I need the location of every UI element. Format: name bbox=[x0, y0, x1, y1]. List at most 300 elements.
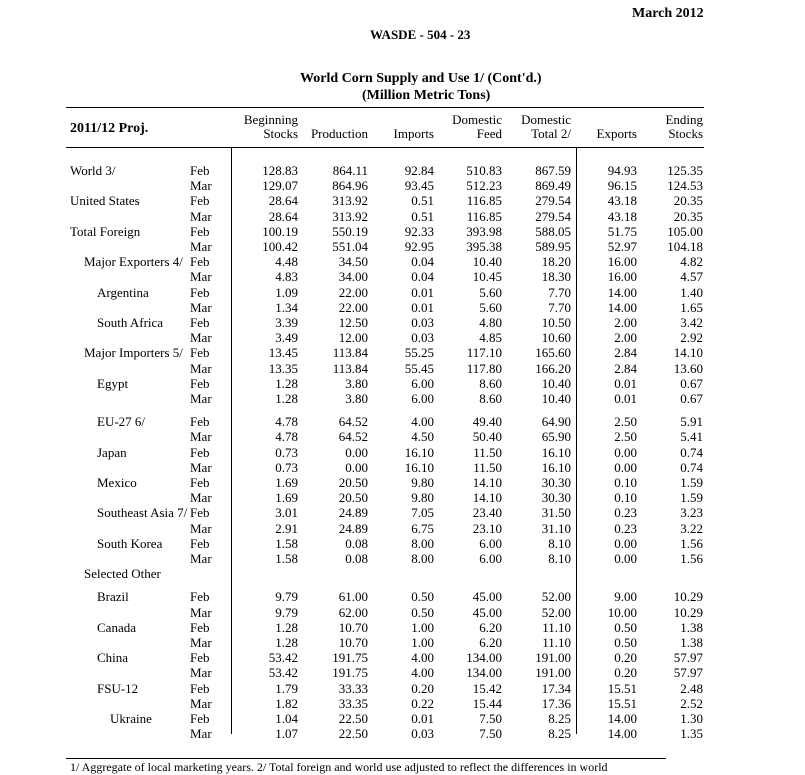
table-cell: 8.10 bbox=[548, 535, 571, 551]
table-subtitle: (Million Metric Tons) bbox=[362, 88, 491, 103]
table-cell: 18.20 bbox=[541, 254, 571, 270]
table-cell: 11.10 bbox=[542, 635, 571, 650]
table-cell: 2.91 bbox=[275, 520, 298, 536]
table-cell: 15.51 bbox=[607, 695, 637, 711]
table-cell: 1.59 bbox=[680, 475, 703, 490]
table-row bbox=[0, 254, 805, 269]
table-cell: 16.00 bbox=[607, 254, 637, 270]
column-header bbox=[244, 113, 298, 141]
row-label: EU-27 6/ bbox=[97, 414, 146, 430]
row-month: Feb bbox=[190, 223, 210, 239]
row-month: Mar bbox=[190, 208, 212, 224]
table-cell: 10.70 bbox=[338, 619, 368, 635]
table-cell: 0.67 bbox=[680, 391, 703, 406]
table-cell: 3.80 bbox=[345, 375, 368, 391]
column-header-line1: Ending bbox=[665, 112, 703, 127]
table-cell: 0.08 bbox=[345, 535, 368, 551]
table-cell: 10.00 bbox=[607, 604, 637, 620]
row-month: Feb bbox=[190, 345, 210, 361]
table-cell: 10.29 bbox=[673, 589, 703, 605]
table-cell: 4.50 bbox=[411, 429, 434, 445]
table-cell: 1.56 bbox=[680, 535, 703, 551]
table-row bbox=[0, 635, 805, 650]
table-cell: 1.28 bbox=[275, 619, 298, 635]
table-cell: 128.83 bbox=[262, 163, 298, 178]
table-cell: 23.10 bbox=[472, 520, 502, 536]
table-row bbox=[0, 475, 805, 490]
table-cell: 0.10 bbox=[614, 490, 637, 506]
row-label: Major Importers 5/ bbox=[84, 345, 183, 361]
row-month: Feb bbox=[190, 475, 210, 490]
table-cell: 1.38 bbox=[680, 619, 703, 635]
table-cell: 57.97 bbox=[673, 665, 703, 681]
table-row bbox=[0, 163, 805, 178]
table-cell: 53.42 bbox=[268, 665, 298, 681]
table-row bbox=[0, 460, 805, 475]
table-cell: 2.52 bbox=[680, 695, 703, 711]
row-month: Mar bbox=[190, 391, 212, 406]
table-cell: 33.33 bbox=[338, 680, 368, 696]
column-header-line1: Domestic bbox=[452, 112, 502, 127]
table-cell: 1.00 bbox=[411, 619, 434, 635]
column-header-line1 bbox=[597, 113, 637, 127]
row-month: Feb bbox=[190, 535, 210, 551]
table-cell: 22.50 bbox=[338, 711, 368, 726]
row-month: Mar bbox=[190, 360, 212, 376]
table-cell: 24.89 bbox=[338, 505, 368, 521]
table-cell: 12.00 bbox=[338, 330, 368, 346]
table-cell: 867.59 bbox=[535, 163, 571, 178]
row-label: Japan bbox=[97, 444, 127, 460]
table-cell: 65.90 bbox=[541, 429, 571, 445]
table-cell: 395.38 bbox=[466, 239, 502, 254]
table-cell: 1.56 bbox=[680, 551, 703, 566]
table-cell: 134.00 bbox=[466, 665, 502, 681]
row-month: Feb bbox=[190, 193, 210, 209]
table-cell: 510.83 bbox=[466, 163, 502, 178]
table-row bbox=[0, 536, 805, 551]
table-cell: 7.50 bbox=[479, 711, 502, 726]
table-cell: 2.84 bbox=[614, 345, 637, 361]
table-row bbox=[0, 711, 805, 726]
table-row bbox=[0, 330, 805, 345]
table-cell: 864.96 bbox=[332, 178, 368, 194]
row-month: Mar bbox=[190, 604, 212, 620]
table-cell: 0.01 bbox=[411, 299, 434, 315]
column-header-line2: Total 2/ bbox=[531, 126, 571, 141]
column-header bbox=[665, 113, 703, 141]
table-cell: 45.00 bbox=[472, 604, 502, 620]
table-row bbox=[0, 285, 805, 300]
row-label: China bbox=[97, 650, 129, 666]
table-cell: 10.40 bbox=[472, 254, 502, 270]
table-cell: 4.78 bbox=[275, 414, 298, 430]
table-cell: 15.51 bbox=[607, 680, 637, 696]
table-cell: 10.50 bbox=[541, 315, 571, 330]
table-cell: 191.00 bbox=[535, 665, 571, 681]
table-cell: 2.50 bbox=[614, 429, 637, 445]
table-cell: 550.19 bbox=[332, 223, 368, 239]
table-cell: 10.29 bbox=[673, 604, 703, 620]
column-header bbox=[521, 113, 571, 141]
table-cell: 1.09 bbox=[275, 284, 298, 300]
table-cell: 125.35 bbox=[667, 163, 703, 178]
table-cell: 14.10 bbox=[472, 475, 502, 490]
top-rule bbox=[66, 107, 704, 108]
column-header-line1 bbox=[394, 113, 434, 127]
column-header-line1 bbox=[311, 113, 368, 127]
table-cell: 55.25 bbox=[404, 345, 434, 361]
table-cell: 0.10 bbox=[614, 475, 637, 490]
table-cell: 3.22 bbox=[680, 520, 703, 536]
table-cell: 9.79 bbox=[275, 604, 298, 620]
table-cell: 24.89 bbox=[338, 520, 368, 536]
row-month: Mar bbox=[190, 299, 212, 315]
table-cell: 0.23 bbox=[614, 520, 637, 536]
table-cell: 10.60 bbox=[541, 330, 571, 346]
row-label: World 3/ bbox=[70, 163, 116, 178]
table-cell: 8.25 bbox=[548, 711, 571, 726]
table-cell: 20.35 bbox=[673, 193, 703, 209]
row-label: South Korea bbox=[97, 535, 163, 551]
table-cell: 92.84 bbox=[404, 163, 434, 178]
table-cell: 191.75 bbox=[332, 650, 368, 666]
table-row bbox=[0, 696, 805, 711]
table-cell: 869.49 bbox=[535, 178, 571, 194]
table-cell: 2.50 bbox=[614, 414, 637, 430]
table-cell: 51.75 bbox=[607, 223, 637, 239]
table-cell: 9.00 bbox=[614, 589, 637, 605]
row-label: Brazil bbox=[97, 589, 129, 605]
table-cell: 3.01 bbox=[275, 505, 298, 521]
table-cell: 166.20 bbox=[535, 360, 571, 376]
table-cell: 16.10 bbox=[404, 444, 434, 460]
table-cell: 64.90 bbox=[541, 414, 571, 430]
table-cell: 0.23 bbox=[614, 505, 637, 521]
table-cell: 13.60 bbox=[673, 360, 703, 376]
table-row bbox=[0, 551, 805, 566]
table-cell: 864.11 bbox=[332, 163, 368, 178]
column-header bbox=[311, 113, 368, 141]
table-cell: 0.01 bbox=[614, 391, 637, 406]
table-cell: 50.40 bbox=[472, 429, 502, 445]
table-cell: 100.19 bbox=[262, 223, 298, 239]
table-cell: 52.00 bbox=[541, 604, 571, 620]
table-cell: 113.84 bbox=[332, 360, 368, 376]
table-cell: 1.07 bbox=[275, 726, 298, 742]
table-cell: 14.00 bbox=[607, 711, 637, 726]
table-cell: 1.00 bbox=[411, 635, 434, 650]
table-cell: 1.69 bbox=[275, 475, 298, 490]
table-cell: 33.35 bbox=[338, 695, 368, 711]
table-cell: 7.05 bbox=[411, 505, 434, 521]
table-cell: 62.00 bbox=[338, 604, 368, 620]
table-cell: 1.82 bbox=[275, 695, 298, 711]
table-cell: 92.33 bbox=[404, 223, 434, 239]
table-cell: 52.00 bbox=[541, 589, 571, 605]
table-cell: 17.34 bbox=[541, 680, 571, 696]
row-month: Feb bbox=[190, 284, 210, 300]
table-row bbox=[0, 589, 805, 604]
table-cell: 4.83 bbox=[275, 269, 298, 285]
table-cell: 93.45 bbox=[404, 178, 434, 194]
table-cell: 0.67 bbox=[680, 375, 703, 391]
row-label: Southeast Asia 7/ bbox=[97, 505, 188, 521]
row-month: Mar bbox=[190, 459, 212, 475]
table-cell: 2.48 bbox=[680, 680, 703, 696]
column-header-line2: Exports bbox=[596, 126, 637, 141]
table-row bbox=[0, 521, 805, 536]
row-label: Ukraine bbox=[110, 711, 152, 726]
row-month: Mar bbox=[190, 490, 212, 506]
table-cell: 31.50 bbox=[541, 505, 571, 521]
row-label: Total Foreign bbox=[70, 223, 141, 239]
table-cell: 1.79 bbox=[275, 680, 298, 696]
report-date: March 2012 bbox=[632, 6, 704, 21]
table-cell: 6.00 bbox=[479, 535, 502, 551]
table-cell: 1.65 bbox=[680, 299, 703, 315]
table-cell: 117.10 bbox=[466, 345, 502, 361]
table-cell: 2.00 bbox=[614, 330, 637, 346]
table-title: World Corn Supply and Use 1/ (Cont'd.) bbox=[300, 71, 542, 86]
table-cell: 14.10 bbox=[673, 345, 703, 361]
table-cell: 14.00 bbox=[607, 726, 637, 742]
table-cell: 1.40 bbox=[680, 284, 703, 300]
table-cell: 116.85 bbox=[466, 208, 502, 224]
header-rule bbox=[66, 147, 704, 148]
table-cell: 0.03 bbox=[411, 330, 434, 346]
table-row bbox=[0, 376, 805, 391]
column-header-line2: Stocks bbox=[263, 126, 298, 141]
row-label: Mexico bbox=[97, 475, 137, 490]
table-cell: 191.75 bbox=[332, 665, 368, 681]
table-cell: 9.80 bbox=[411, 475, 434, 490]
table-cell: 3.80 bbox=[345, 391, 368, 406]
table-row bbox=[0, 209, 805, 224]
table-cell: 3.23 bbox=[680, 505, 703, 521]
row-label: Egypt bbox=[97, 375, 129, 391]
table-cell: 10.45 bbox=[472, 269, 502, 285]
table-cell: 52.97 bbox=[607, 239, 637, 254]
table-cell: 0.01 bbox=[411, 711, 434, 726]
table-cell: 0.00 bbox=[614, 459, 637, 475]
table-cell: 8.60 bbox=[479, 375, 502, 391]
table-row bbox=[0, 414, 805, 429]
table-row bbox=[0, 315, 805, 330]
table-cell: 512.23 bbox=[466, 178, 502, 194]
table-row bbox=[0, 650, 805, 665]
table-cell: 1.59 bbox=[680, 490, 703, 506]
table-cell: 3.39 bbox=[275, 315, 298, 330]
row-month: Feb bbox=[190, 414, 210, 430]
table-cell: 8.00 bbox=[411, 535, 434, 551]
column-header-line1: Beginning bbox=[243, 112, 298, 127]
table-cell: 16.10 bbox=[404, 459, 434, 475]
table-row bbox=[0, 224, 805, 239]
row-month: Mar bbox=[190, 520, 212, 536]
table-cell: 61.00 bbox=[338, 589, 368, 605]
table-cell: 8.25 bbox=[548, 726, 571, 742]
table-cell: 0.20 bbox=[411, 680, 434, 696]
row-month: Mar bbox=[190, 178, 212, 194]
row-month: Feb bbox=[190, 711, 210, 726]
table-cell: 1.69 bbox=[275, 490, 298, 506]
table-cell: 4.57 bbox=[680, 269, 703, 285]
table-cell: 0.22 bbox=[411, 695, 434, 711]
table-cell: 13.45 bbox=[268, 345, 298, 361]
table-cell: 31.10 bbox=[541, 520, 571, 536]
table-cell: 588.05 bbox=[535, 223, 571, 239]
table-cell: 43.18 bbox=[607, 193, 637, 209]
table-cell: 28.64 bbox=[268, 208, 298, 224]
table-cell: 45.00 bbox=[472, 589, 502, 605]
row-label: Selected Other bbox=[84, 566, 161, 582]
row-month: Feb bbox=[190, 254, 210, 270]
column-header bbox=[597, 113, 637, 141]
row-month: Mar bbox=[190, 551, 212, 566]
table-cell: 0.01 bbox=[614, 375, 637, 391]
table-cell: 134.00 bbox=[466, 650, 502, 666]
row-month: Feb bbox=[190, 315, 210, 330]
table-cell: 0.04 bbox=[411, 269, 434, 285]
table-cell: 589.95 bbox=[535, 239, 571, 254]
table-cell: 0.03 bbox=[411, 315, 434, 330]
table-cell: 105.00 bbox=[667, 223, 703, 239]
column-header bbox=[394, 113, 434, 141]
table-cell: 0.01 bbox=[411, 284, 434, 300]
table-cell: 0.50 bbox=[411, 604, 434, 620]
table-row bbox=[0, 178, 805, 193]
column-header bbox=[452, 113, 502, 141]
table-row bbox=[0, 665, 805, 680]
table-cell: 6.00 bbox=[479, 551, 502, 566]
table-cell: 20.50 bbox=[338, 490, 368, 506]
table-cell: 0.00 bbox=[614, 551, 637, 566]
table-cell: 0.20 bbox=[614, 665, 637, 681]
table-cell: 0.50 bbox=[614, 635, 637, 650]
table-cell: 6.20 bbox=[479, 635, 502, 650]
table-cell: 0.04 bbox=[411, 254, 434, 270]
table-cell: 6.00 bbox=[411, 391, 434, 406]
row-month: Feb bbox=[190, 650, 210, 666]
row-month: Mar bbox=[190, 239, 212, 254]
table-row bbox=[0, 726, 805, 741]
column-header-line2: Imports bbox=[393, 126, 434, 141]
footnote-rule bbox=[66, 758, 666, 759]
table-cell: 1.58 bbox=[275, 551, 298, 566]
table-cell: 0.20 bbox=[614, 650, 637, 666]
table-cell: 3.49 bbox=[275, 330, 298, 346]
table-cell: 5.60 bbox=[479, 299, 502, 315]
row-month: Feb bbox=[190, 680, 210, 696]
table-cell: 191.00 bbox=[535, 650, 571, 666]
table-cell: 0.03 bbox=[411, 726, 434, 742]
table-cell: 1.28 bbox=[275, 375, 298, 391]
row-month: Mar bbox=[190, 269, 212, 285]
table-cell: 113.84 bbox=[332, 345, 368, 361]
table-cell: 94.93 bbox=[607, 163, 637, 178]
table-row bbox=[0, 193, 805, 208]
table-cell: 64.52 bbox=[338, 414, 368, 430]
table-cell: 34.50 bbox=[338, 254, 368, 270]
table-cell: 1.30 bbox=[680, 711, 703, 726]
table-cell: 4.00 bbox=[411, 665, 434, 681]
table-cell: 11.50 bbox=[473, 459, 502, 475]
row-month: Mar bbox=[190, 330, 212, 346]
table-row bbox=[0, 681, 805, 696]
table-cell: 6.20 bbox=[479, 619, 502, 635]
table-row bbox=[0, 505, 805, 520]
table-row bbox=[0, 445, 805, 460]
table-cell: 6.00 bbox=[411, 375, 434, 391]
table-cell: 5.41 bbox=[680, 429, 703, 445]
table-cell: 16.10 bbox=[541, 444, 571, 460]
table-cell: 5.60 bbox=[479, 284, 502, 300]
table-cell: 28.64 bbox=[268, 193, 298, 209]
table-cell: 4.80 bbox=[479, 315, 502, 330]
row-label: South Africa bbox=[97, 315, 164, 330]
table-cell: 64.52 bbox=[338, 429, 368, 445]
table-cell: 117.80 bbox=[466, 360, 502, 376]
row-month: Feb bbox=[190, 163, 210, 178]
column-header-line2: Stocks bbox=[668, 126, 703, 141]
table-cell: 0.00 bbox=[345, 444, 368, 460]
table-cell: 4.78 bbox=[275, 429, 298, 445]
table-cell: 9.80 bbox=[411, 490, 434, 506]
table-cell: 53.42 bbox=[268, 650, 298, 666]
table-cell: 22.00 bbox=[338, 284, 368, 300]
row-label: FSU-12 bbox=[97, 680, 139, 696]
row-label: Canada bbox=[97, 619, 136, 635]
table-cell: 313.92 bbox=[332, 208, 368, 224]
table-cell: 2.92 bbox=[680, 330, 703, 346]
table-cell: 15.44 bbox=[472, 695, 502, 711]
table-cell: 0.51 bbox=[411, 208, 434, 224]
table-cell: 1.34 bbox=[275, 299, 298, 315]
table-cell: 7.70 bbox=[548, 299, 571, 315]
table-cell: 34.00 bbox=[338, 269, 368, 285]
table-cell: 1.04 bbox=[275, 711, 298, 726]
table-cell: 1.35 bbox=[680, 726, 703, 742]
table-cell: 124.53 bbox=[667, 178, 703, 194]
table-cell: 0.51 bbox=[411, 193, 434, 209]
table-cell: 0.00 bbox=[614, 535, 637, 551]
table-cell: 12.50 bbox=[338, 315, 368, 330]
table-cell: 30.30 bbox=[541, 475, 571, 490]
table-cell: 92.95 bbox=[404, 239, 434, 254]
projection-label: 2011/12 Proj. bbox=[70, 121, 149, 136]
table-cell: 116.85 bbox=[466, 193, 502, 209]
table-cell: 5.91 bbox=[680, 414, 703, 430]
table-row bbox=[0, 269, 805, 284]
table-cell: 17.36 bbox=[541, 695, 571, 711]
table-cell: 30.30 bbox=[541, 490, 571, 506]
table-row bbox=[0, 490, 805, 505]
table-cell: 313.92 bbox=[332, 193, 368, 209]
row-month: Feb bbox=[190, 619, 210, 635]
table-cell: 2.84 bbox=[614, 360, 637, 376]
table-cell: 10.40 bbox=[541, 391, 571, 406]
table-cell: 7.70 bbox=[548, 284, 571, 300]
table-cell: 96.15 bbox=[607, 178, 637, 194]
row-month: Mar bbox=[190, 695, 212, 711]
table-cell: 165.60 bbox=[535, 345, 571, 361]
table-cell: 0.00 bbox=[345, 459, 368, 475]
row-month: Feb bbox=[190, 375, 210, 391]
table-cell: 8.00 bbox=[411, 551, 434, 566]
table-cell: 3.42 bbox=[680, 315, 703, 330]
table-cell: 7.50 bbox=[479, 726, 502, 742]
